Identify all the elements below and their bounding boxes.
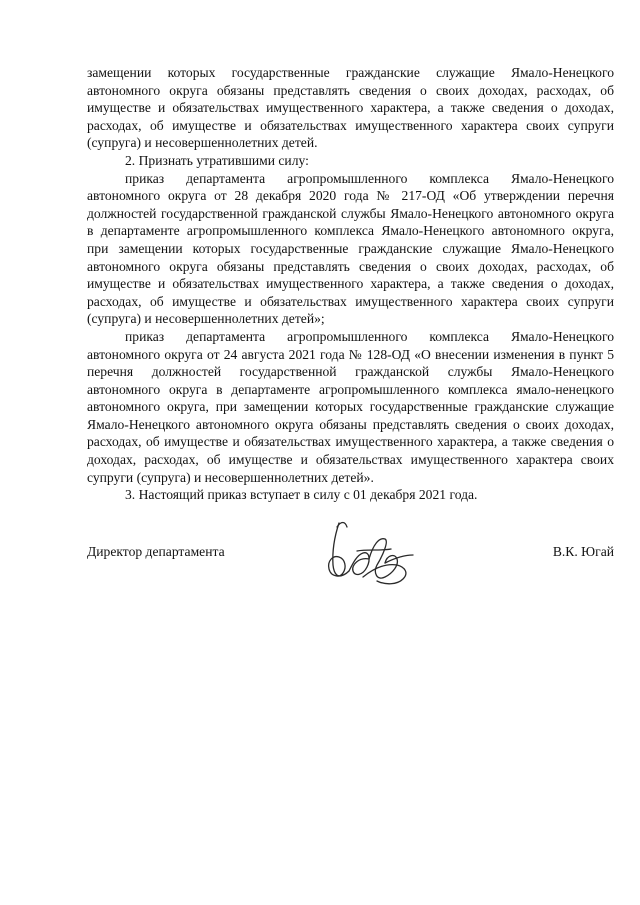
paragraph-item-3: 3. Настоящий приказ вступает в силу с 01 декабря 2021 года. — [125, 487, 478, 503]
document-body — [87, 64, 614, 504]
handwritten-signature — [323, 515, 419, 595]
signature-block — [87, 533, 614, 603]
paragraph-continuation: замещении которых государственные гражданские служащие Ямало-Ненецкого автономного округа обязаны представлять сведения о своих доходах, расходах, об имуществе и обязательствах имущественного характера, а также сведения о доходах, расходах, об имуществе и обязательствах имущественного характера своих супруги (супруга) и несовершеннолетних детей. — [87, 65, 614, 151]
paragraph-item-2: 2. Признать утратившими силу: — [125, 152, 309, 168]
paragraph-order-217: приказ департамента агропромышленного комплекса Ямало-Ненецкого автономного округа от 28 декабря 2020 года № 217-ОД «Об утверждении перечня должностей государственной гражданской службы Ямало-Ненецкого автономного округа в департаменте агропромышленного комплекса Ямало-Ненецкого автономного округа, при замещении которых государственные гражданские служащие Ямало-Ненецкого автономного округа обязаны представлять сведения о своих доходах, расходах, об имуществе и обязательствах имущественного характера, а также сведения о доходах, расходах, об имуществе и обязательствах имущественного характера своих супруги (супруга) и несовершеннолетних детей»; — [87, 170, 614, 327]
signatory-name: В.К. Югай — [552, 544, 614, 559]
signatory-position: Директор департамента — [87, 544, 225, 559]
paragraph-order-128: приказ департамента агропромышленного комплекса Ямало-Ненецкого автономного округа от 24 августа 2021 года № 128-ОД «О внесении изменения в пункт 5 перечня должностей государственной гражданской службы Ямало-Ненецкого автономного округа в департаменте агропромышленного комплекса ямало-ненецкого автономного округа, при замещении которых государственные гражданские служащие Ямало-Ненецкого автономного округа обязаны представлять сведения о своих доходах, расходах, об имуществе и обязательствах имущественного характера, а также сведения о доходах, расходах, об имуществе и обязательствах имущественного характера своих супруги (супруга) и несовершеннолетних детей». — [87, 328, 614, 485]
